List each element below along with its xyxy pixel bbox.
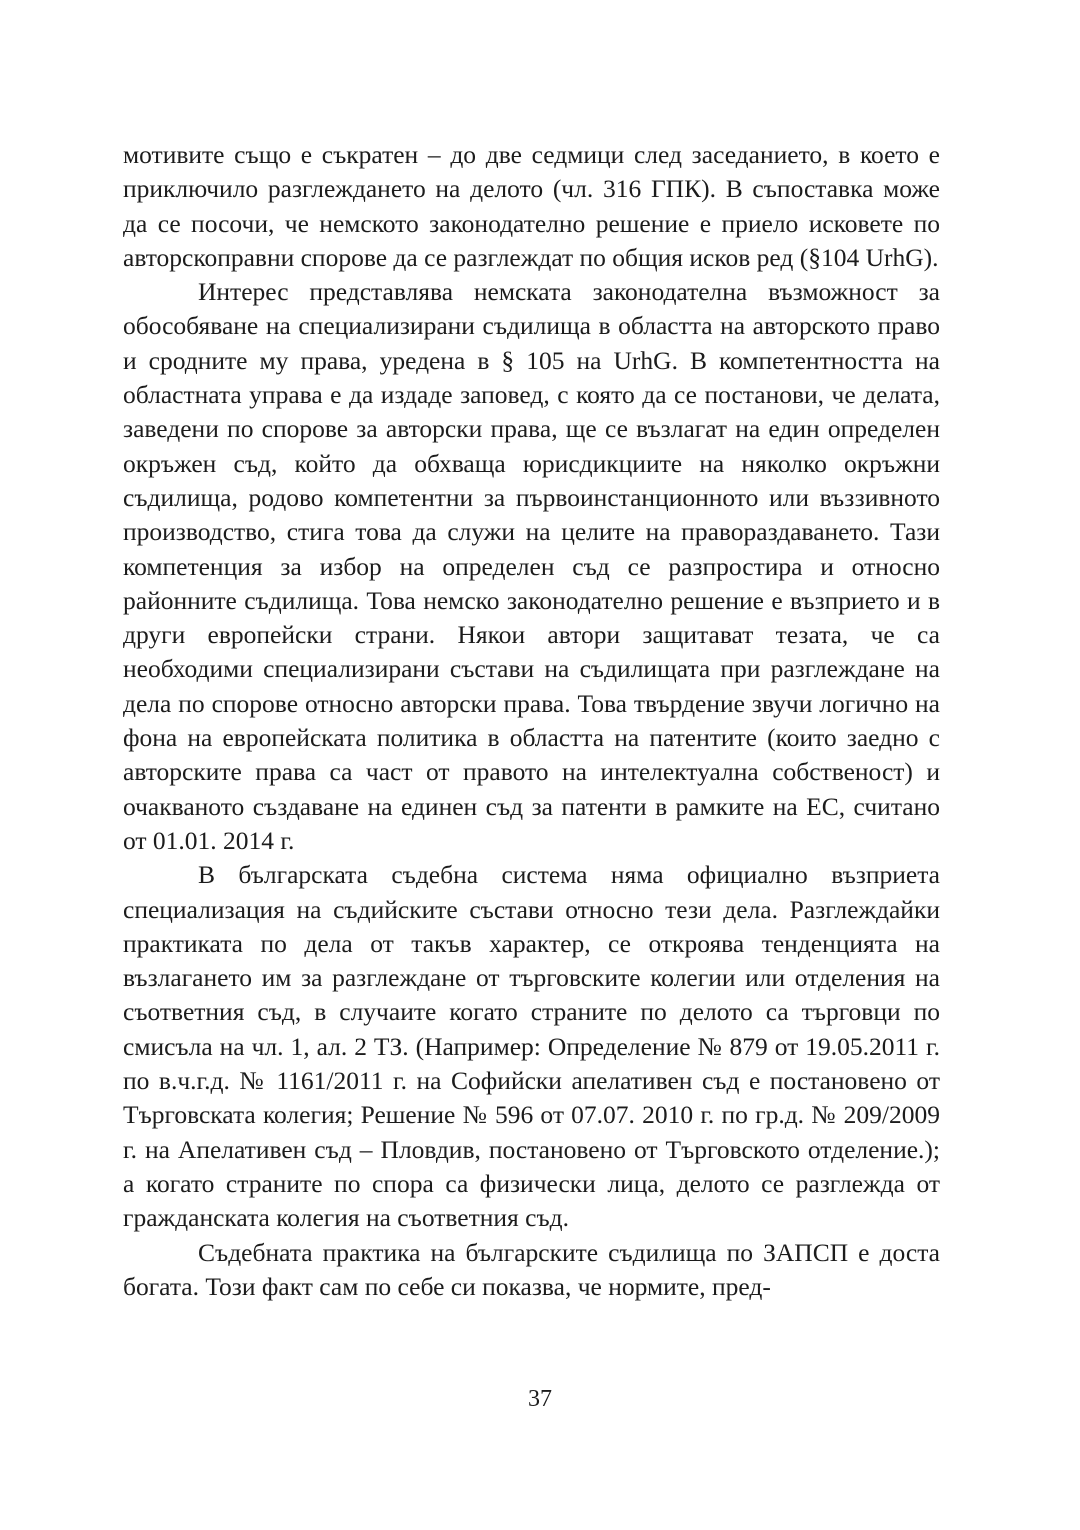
paragraph-continuation: мотивите също е съкратен – до две седмици след заседанието, в което е приключило разглеждането на делото (чл. 316 ГПК). В съпоставка може да се посочи, че немското законодателно решение е приело исковете по авторскоправни спорове да се разглеждат по общия исков ред (§104 UrhG). [123,140,940,272]
paragraph-case-law: Съдебната практика на българските съдилища по ЗАПСП е доста богата. Този факт сам по себе си показва, че нормите, пред- [123,1237,940,1301]
body-text [123,138,940,1304]
page-number: 37 [528,1386,552,1412]
paragraph-german-specialized-courts: Интерес представлява немската законодателна възможност за обособяване на специализирани съдилища в областта на авторското право и сродните му права, уредена в § 105 на UrhG. В компетентността на областната управа е да издаде заповед, с която да се постанови, че делата, заведени по спорове за авторски права, ще се възлагат на един определен окръжен съд, който да обхваща юрисдикциите на няколко окръжни съдилища, родово компетентни за първоинстанционното или въззивното производство, стига това да служи на целите на правораздаването. Тази компетенция за избор на определен съд се разпростира и относно районните съдилища. Това немско законодателно решение е възприето и в други европейски страни. Някои автори защитават тезата, че са необходими специализирани състави на съдилищата при разглеждане на дела по спорове относно авторски права. Това твърдение звучи логично на фона на европейската политика в областта на патентите (които заедно с авторските права са част от правото на интелектуална собственост) и очакваното създаване на единен съд за патенти в рамките на ЕС, считано от 01.01. 2014 г. [123,277,940,855]
paragraph-bulgarian-judicial-system: В българската съдебна система няма официално възприета специализация на съдийските състави относно тези дела. Разглеждайки практиката по дела от такъв характер, се откроява тенденцията на възлагането им за разглеждане от търговските колегии или отделения на съответния съд, в случаите когато страните по делото са търговци по смисъла на чл. 1, ал. 2 ТЗ. (Например: Определение № 879 от 19.05.2011 г. по в.ч.г.д. № 1161/2011 г. на Софийски апелативен съд е постановено от Търговската колегия; Решение № 596 от 07.07. 2010 г. по гр.д. № 209/2009 г. на Апелативен съд – Пловдив, постановено от Търговското отделение.); а когато страните по спора са физически лица, делото се разглежда от гражданската колегия на съответния съд. [123,860,940,1233]
